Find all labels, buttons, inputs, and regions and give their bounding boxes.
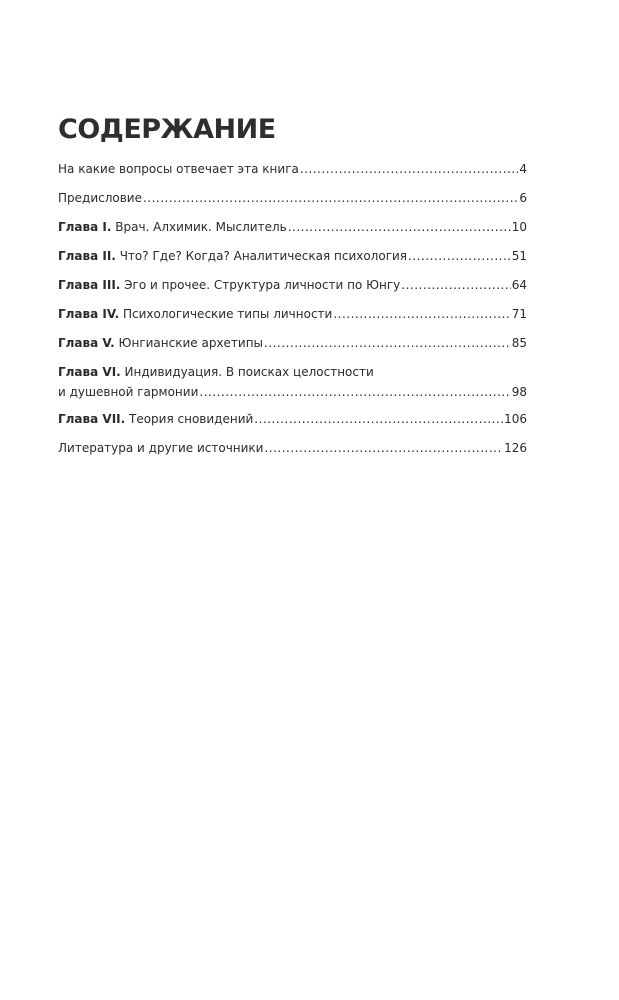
chapter-number: Глава II. [58,249,116,263]
chapter-number: Глава I. [58,220,112,234]
toc-dot-leader [264,441,503,456]
toc-entry-title [58,220,287,235]
toc-entry-title [58,412,253,427]
chapter-number: Глава V. [58,336,115,350]
toc-page-number: 51 [511,249,527,263]
toc-entry-title: Предисловие [58,191,142,205]
toc-page-number: 4 [519,162,527,176]
toc-entry [58,365,527,400]
toc-page-number: 6 [519,191,527,205]
chapter-title-continued: и душевной гармонии [58,385,199,399]
chapter-number: Глава III. [58,278,121,292]
toc-entry [58,162,527,177]
chapter-number: Глава VII. [58,412,126,426]
toc-entry [58,191,527,206]
toc-dot-leader [333,307,510,322]
chapter-title: Что? Где? Когда? Аналитическая психология [115,249,408,263]
toc-entry-title [58,307,332,322]
toc-dot-leader [288,220,511,235]
toc-entry [58,336,527,351]
toc-entry [58,249,527,264]
toc-page-number: 126 [504,441,527,455]
toc-entry [58,412,527,427]
toc-dot-leader [199,385,510,400]
toc-entry-title: Литература и другие источники [58,441,264,455]
toc-dot-leader [300,162,519,177]
toc-page-number: 85 [511,336,527,350]
chapter-title: Теория сновидений [125,412,254,426]
toc-entry-title: На какие вопросы отвечает эта книга [58,162,299,176]
chapter-title: Врач. Алхимик. Мыслитель [111,220,287,234]
toc-dot-leader [408,249,511,264]
toc-page-number: 64 [511,278,527,292]
toc-dot-leader [254,412,503,427]
toc-entry [58,220,527,235]
toc-page-number: 10 [511,220,527,234]
toc-entry [58,441,527,456]
toc-dot-leader [264,336,511,351]
toc-entry-title [58,365,527,380]
toc-page-number: 71 [511,307,527,321]
chapter-title: Юнгианские архетипы [114,336,264,350]
toc-entry [58,278,527,293]
chapter-number: Глава VI. [58,365,121,379]
toc-page-number: 106 [504,412,527,426]
chapter-title: Эго и прочее. Структура личности по Юнгу [120,278,401,292]
chapter-title: Индивидуация. В поисках целостности [120,365,374,379]
toc-entry-title [58,249,407,264]
toc-entry-title [58,278,400,293]
page-title: СОДЕРЖАНИЕ [58,114,276,145]
toc-entry-title [58,336,263,351]
chapter-title: Психологические типы личности [119,307,333,321]
toc-entry [58,307,527,322]
toc-dot-leader [401,278,510,293]
chapter-number: Глава IV. [58,307,120,321]
toc-page-number: 98 [511,385,527,399]
toc-dot-leader [143,191,518,206]
